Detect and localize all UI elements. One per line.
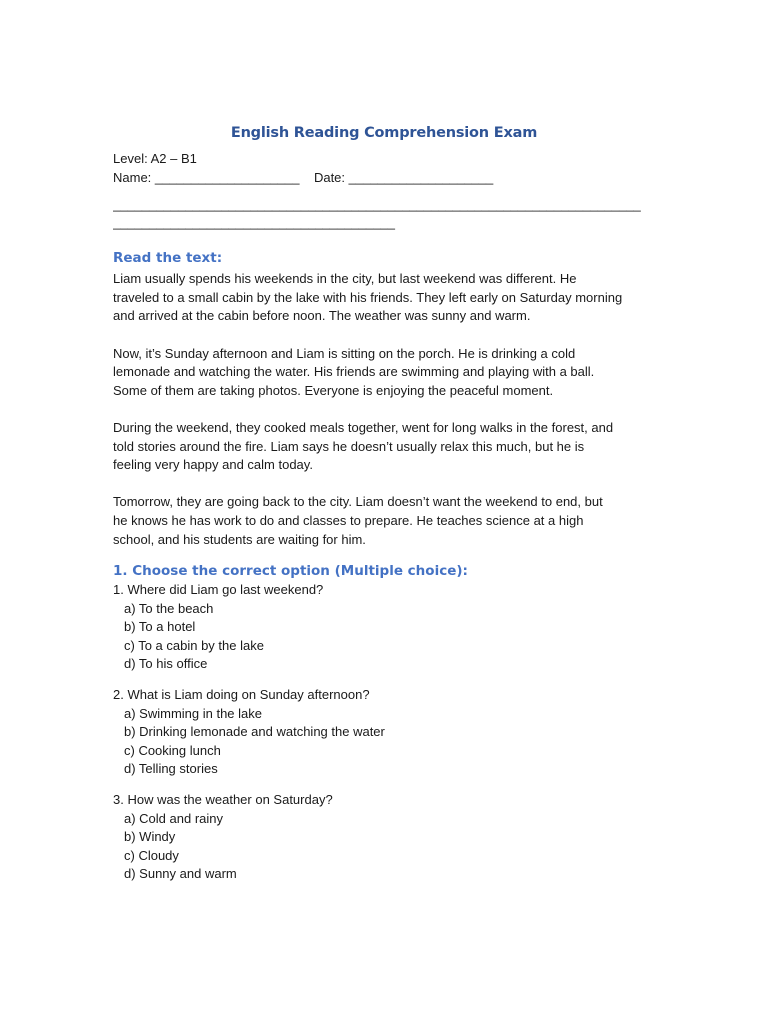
answer-rule-line-2: _______________________________________ <box>113 215 395 231</box>
story-paragraph-3: During the weekend, they cooked meals together, went for long walks in the forest, and told stories around the fire. Liam says he doesn’t usually relax this much, but he is feeling very happy and calm today. <box>113 419 614 473</box>
question-2-option-b: b) Drinking lemonade and watching the water <box>124 724 385 740</box>
question-1-option-b: b) To a hotel <box>124 619 196 635</box>
question-1-option-c: c) To a cabin by the lake <box>124 637 264 653</box>
section1-heading: 1. Choose the correct option (Multiple choice): <box>113 563 468 580</box>
question-block-2 <box>113 686 658 779</box>
question-1-option-a: a) To the beach <box>124 600 214 616</box>
question-3-option-b: b) Windy <box>124 829 176 845</box>
question-block-3 <box>113 791 658 884</box>
question-3-option-a: a) Cold and rainy <box>124 810 223 826</box>
exam-content <box>113 150 658 884</box>
question-3-text: 3. How was the weather on Saturday? <box>113 792 333 808</box>
name-date-line: Name: ____________________ Date: ____________________ <box>113 169 494 185</box>
read-text-heading: Read the text: <box>113 250 223 267</box>
question-2-text: 2. What is Liam doing on Sunday afternoon? <box>113 687 370 703</box>
question-2-option-d: d) Telling stories <box>124 761 218 777</box>
level-line: Level: A2 – B1 <box>113 151 197 166</box>
question-1-text: 1. Where did Liam go last weekend? <box>113 582 324 598</box>
story-paragraph-4: Tomorrow, they are going back to the city. Liam doesn’t want the weekend to end, but he knows he has work to do and classes to prepare. He teaches science at a high school, and his students are waiting for him. <box>113 494 603 547</box>
story-paragraph-2: Now, it’s Sunday afternoon and Liam is sitting on the porch. He is drinking a cold lemonade and watching the water. His friends are swimming and playing with a ball. Some of them are taking photos. Everyone is enjoying the peaceful moment. <box>113 345 595 398</box>
question-block-1 <box>113 581 658 674</box>
story-paragraph-1: Liam usually spends his weekends in the city, but last weekend was different. He traveled to a small cabin by the lake with his friends. They left early on Saturday morning and arrived at the cabin before noon. The weather was sunny and warm. <box>113 271 623 324</box>
question-3-option-d: d) Sunny and warm <box>124 866 237 882</box>
question-2-option-a: a) Swimming in the lake <box>124 705 262 721</box>
answer-rule-line-1: _________________________________________________________________________ <box>113 197 641 213</box>
question-1-option-d: d) To his office <box>124 656 208 672</box>
question-3-option-c: c) Cloudy <box>124 847 179 863</box>
exam-title: English Reading Comprehension Exam <box>230 125 538 141</box>
question-2-option-c: c) Cooking lunch <box>124 742 221 758</box>
